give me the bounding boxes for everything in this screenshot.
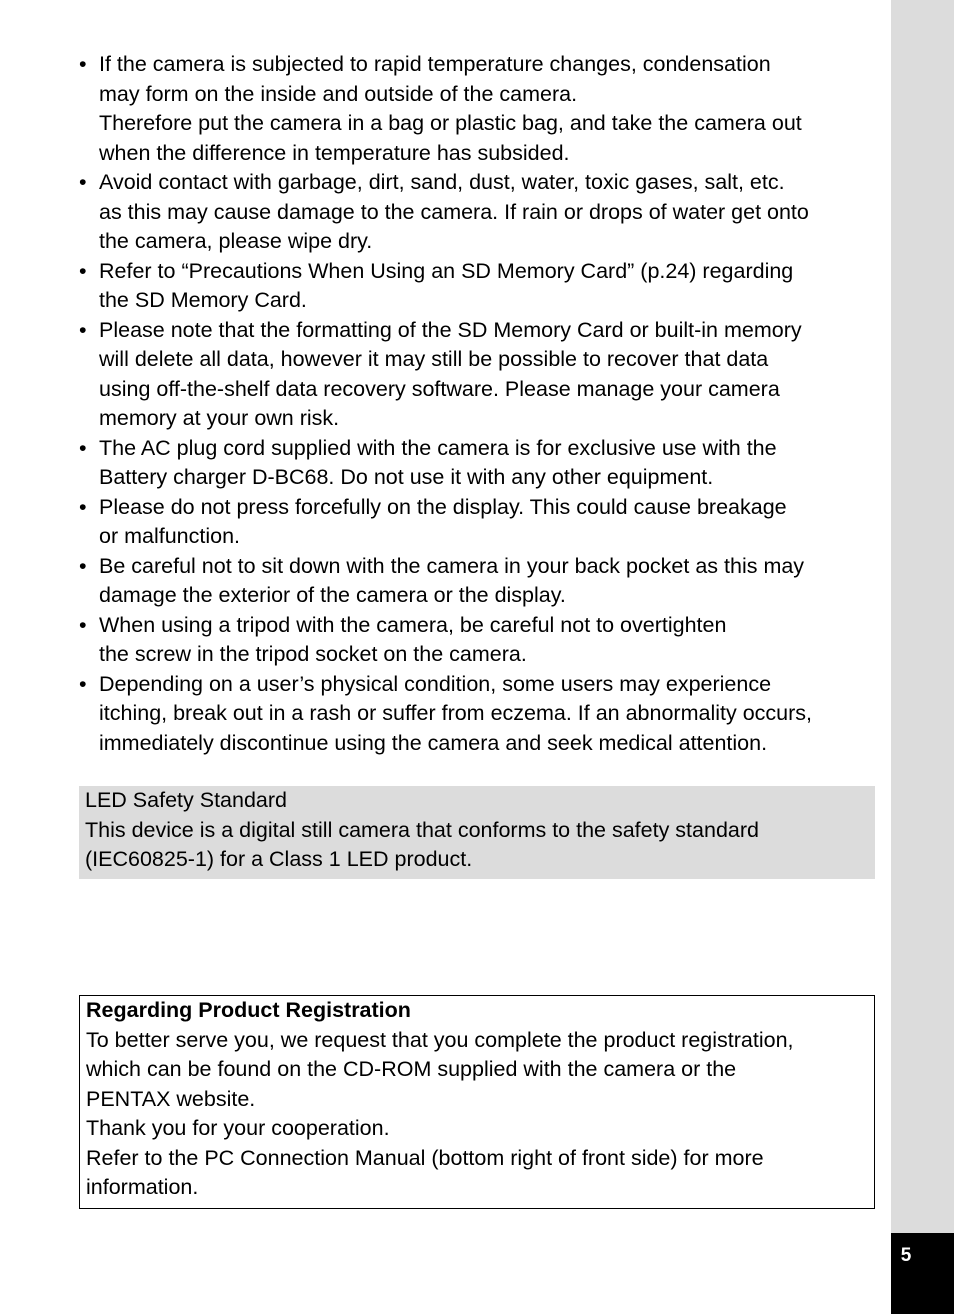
precaution-text-line: as this may cause damage to the camera. If rain or drops of water get onto bbox=[99, 199, 809, 224]
product-registration-box bbox=[79, 995, 875, 1209]
precaution-text-line: Depending on a user’s physical condition, some users may experience bbox=[99, 671, 772, 696]
precaution-text-line: itching, break out in a rash or suffer from eczema. If an abnormality occurs, bbox=[99, 701, 813, 725]
side-strip bbox=[891, 0, 954, 1314]
precaution-text-line: the camera, please wipe dry. bbox=[99, 229, 373, 253]
precaution-text-line: the screw in the tripod socket on the camera. bbox=[99, 642, 527, 666]
product-registration-line: which can be found on the CD-ROM supplied with the camera or the bbox=[86, 1057, 737, 1081]
precaution-text-line: using off-the-shelf data recovery software. Please manage your camera bbox=[99, 376, 780, 401]
bullet-marker: • bbox=[79, 52, 87, 76]
precaution-text-line: or malfunction. bbox=[99, 524, 241, 548]
precaution-text-line: Therefore put the camera in a bag or plastic bag, and take the camera out bbox=[99, 111, 802, 135]
precaution-item bbox=[79, 168, 879, 257]
page-tab bbox=[891, 1233, 954, 1314]
precaution-text-line: Battery charger D-BC68. Do not use it with any other equipment. bbox=[99, 465, 714, 489]
product-registration-line: PENTAX website. bbox=[86, 1086, 256, 1111]
precaution-text-line: when the difference in temperature has subsided. bbox=[99, 140, 570, 165]
precaution-text-line: damage the exterior of the camera or the display. bbox=[99, 583, 566, 607]
precaution-item bbox=[79, 257, 879, 316]
led-safety-box bbox=[79, 786, 875, 879]
bullet-marker: • bbox=[79, 494, 87, 519]
page-number: 5 bbox=[900, 1245, 912, 1266]
precaution-text-line: immediately discontinue using the camera and seek medical attention. bbox=[99, 730, 768, 755]
precaution-text-line: will delete all data, however it may still be possible to recover that data bbox=[99, 347, 769, 371]
bullet-marker: • bbox=[79, 553, 87, 578]
precaution-text-line: Be careful not to sit down with the camera in your back pocket as this may bbox=[99, 553, 805, 578]
precaution-text-line: The AC plug cord supplied with the camera is for exclusive use with the bbox=[99, 435, 777, 460]
product-registration-line: information. bbox=[86, 1175, 199, 1199]
precaution-text-line: If the camera is subjected to rapid temperature changes, condensation bbox=[99, 52, 771, 76]
precaution-text-line: Avoid contact with garbage, dirt, sand, dust, water, toxic gases, salt, etc. bbox=[99, 170, 785, 194]
precautions-list bbox=[79, 50, 879, 758]
precaution-text-line: the SD Memory Card. bbox=[99, 288, 307, 312]
led-safety-line: This device is a digital still camera that conforms to the safety standard bbox=[85, 817, 759, 842]
precaution-item bbox=[79, 611, 879, 670]
precaution-text-line: may form on the inside and outside of the camera. bbox=[99, 81, 578, 106]
bullet-marker: • bbox=[79, 317, 87, 342]
precaution-item bbox=[79, 50, 879, 168]
precaution-text-line: Please do not press forcefully on the display. This could cause breakage bbox=[99, 494, 787, 519]
precaution-item bbox=[79, 670, 879, 759]
product-registration-title: Regarding Product Registration bbox=[86, 998, 411, 1022]
led-safety-line: (IEC60825-1) for a Class 1 LED product. bbox=[85, 847, 473, 871]
precaution-item bbox=[79, 552, 879, 611]
precaution-text-line: Please note that the formatting of the SD Memory Card or built-in memory bbox=[99, 317, 802, 342]
precaution-item bbox=[79, 316, 879, 434]
product-registration-line: To better serve you, we request that you complete the product registration, bbox=[86, 1027, 794, 1052]
led-safety-title: LED Safety Standard bbox=[85, 788, 287, 812]
precaution-text-line: When using a tripod with the camera, be careful not to overtighten bbox=[99, 612, 727, 637]
precaution-text-line: memory at your own risk. bbox=[99, 406, 340, 430]
product-registration-line: Refer to the PC Connection Manual (bottom right of front side) for more bbox=[86, 1145, 764, 1170]
bullet-marker: • bbox=[79, 170, 87, 194]
precaution-item bbox=[79, 434, 879, 493]
bullet-marker: • bbox=[79, 612, 87, 637]
bullet-marker: • bbox=[79, 258, 87, 283]
precaution-text-line: Refer to “Precautions When Using an SD Memory Card” (p.24) regarding bbox=[99, 258, 794, 283]
bullet-marker: • bbox=[79, 671, 87, 696]
product-registration-line: Thank you for your cooperation. bbox=[86, 1116, 390, 1140]
bullet-marker: • bbox=[79, 435, 87, 460]
precaution-item bbox=[79, 493, 879, 552]
